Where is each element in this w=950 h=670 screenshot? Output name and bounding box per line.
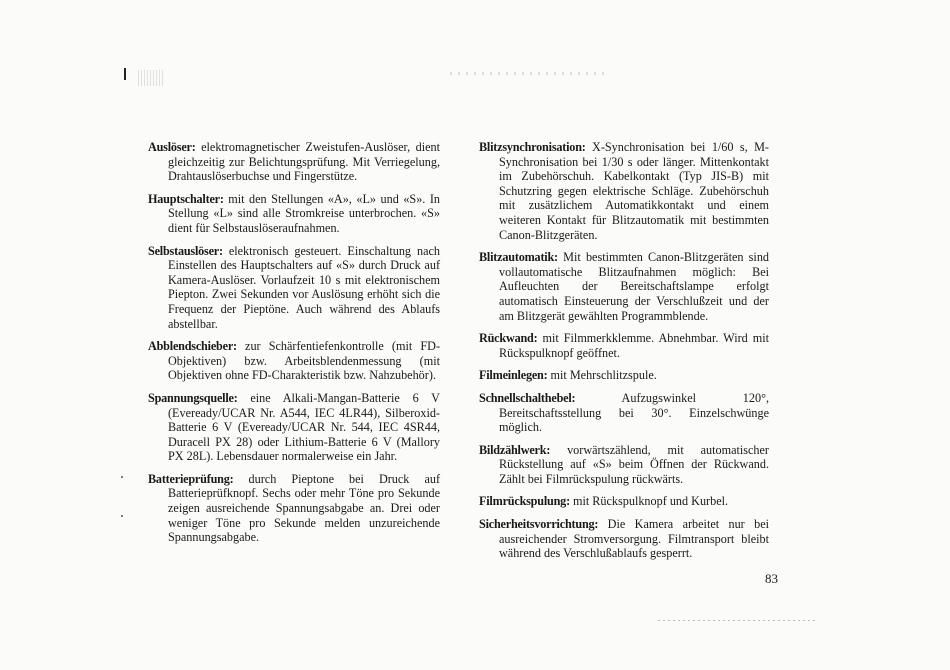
spec-description: mit den Stellungen «A», «L» und «S». In Stellung «L» sind alle Stromkreise unterbrochen. «S» dient für Selbstauslöseraufnahmen. [168,191,441,235]
spec-description: mit Rückspulknopf und Kurbel. [573,494,729,509]
spec-description: Aufzugswinkel 120°, Bereitschaftsstellung bei 30°. Einzelschwünge möglich. [499,390,770,435]
spec-description: Mit bestimmten Canon-Blitzgeräten sind vollautomatische Blitzaufnahmen möglich: Bei Aufleuchten der Bereitschaftslampe erfolgt automatisch Einsteuerung der Verschlußzeit und der am Blitzgerät gewählten Programmblende. [499,250,770,323]
spec-term: Schnellschalthebel: [479,390,576,405]
spec-term: Blitzautomatik: [479,250,558,265]
spec-description: elektronisch gesteuert. Einschaltung nach Einstellen des Hauptschalters auf «S» durch Druck auf Kamera-Auslöser. Vorlaufzeit 10 s mit elektronischem Piepton. Zwei Sekunden vor Auslösung erhöht sich die Frequenz der Pieptöne. Auch während des Ablaufs abstellbar. [168,243,440,331]
spec-description: mit Mehrschlitzspule. [550,368,657,383]
spec-term: Filmrückspulung: [479,494,570,509]
scan-artifact [121,476,123,478]
spec-description: mit Filmmerkklemme. Abnehmbar. Wird mit Rückspulknopf geöffnet. [499,331,769,360]
spec-entry [479,443,769,487]
scan-artifact [450,72,610,75]
spec-term: Sicherheitsvorrichtung: [479,517,599,532]
spec-term: Auslöser: [148,140,196,154]
spec-description: eine Alkali-Mangan-Batterie 6 V (Eveready/UCAR Nr. A544, IEC 4LR44), Silberoxid-Batterie 6 V (Eveready/UCAR Nr. 544, IEC 4SR44, Duracell PX 28) oder Lithium-Batterie 6 V (Mallory PX 28L). Lebensdauer normalerweise ein Jahr. [168,390,440,464]
spec-description: vorwärtszählend, mit automatischer Rückstellung auf «S» beim Öffnen der Rückwand. Zählt bei Filmrückspulung rückwärts. [499,442,769,486]
spec-description: X-Synchronisation bei 1/60 s, M-Synchronisation bei 1/30 s oder länger. Mittenkontakt im Zubehörschuh. Kabelkontakt (Typ JIS-B) mit Schutzring gegen elektrische Schläge. Zubehörschuh mit zusätzlichem Automatikkontakt und einem weiteren Kontakt für Blitzautomatik mit bestimmten Canon-Blitzgeräten. [499,140,769,242]
spec-column-left [148,140,440,553]
spec-term: Abblendschieber: [148,339,237,354]
spec-entry [148,244,440,332]
scan-artifact [124,68,126,80]
spec-entry [148,339,440,383]
spec-term: Batterieprüfung: [148,471,234,486]
spec-entry [479,368,769,383]
spec-entry [479,250,769,323]
spec-term: Hauptschalter: [148,191,224,206]
spec-description: durch Pieptone bei Druck auf Batterieprüfknopf. Sechs oder mehr Töne pro Sekunde zeigen ausreichende Spannungsabgabe an. Drei oder weniger Töne pro Sekunde melden unzureichende Spannungsabgabe. [168,471,441,545]
spec-term: Blitzsynchronisation: [479,140,586,154]
spec-entry [479,517,769,561]
spec-description: Die Kamera arbeitet nur bei ausreichender Stromversorgung. Filmtransport bleibt während des Verschlußablaufs gesperrt. [499,517,769,561]
spec-entry [148,391,440,464]
scan-artifact [658,620,818,621]
spec-entry [148,472,440,545]
scan-artifact [138,70,164,86]
spec-entry [148,192,440,236]
spec-description: elektromagnetischer Zweistufen-Auslöser, dient gleichzeitig zur Belichtungsprüfung. Mit Verriegelung, Drahtauslöserbuchse und Fingerstütze. [168,140,441,184]
spec-term: Spannungsquelle: [148,390,238,405]
spec-entry [479,140,769,242]
spec-term: Selbstauslöser: [148,243,223,258]
spec-term: Bildzählwerk: [479,442,551,457]
page-number: 83 [765,571,778,586]
spec-entry [479,331,769,360]
spec-term: Filmeinlegen: [479,368,548,383]
spec-entry [479,391,769,435]
spec-column-right [479,140,769,569]
spec-term: Rückwand: [479,331,538,346]
spec-entry [148,140,440,184]
scan-artifact [121,515,123,517]
spec-description: zur Schärfentiefenkontrolle (mit FD-Objektiven) bzw. Arbeitsblendenmessung (mit Objektiven ohne FD-Charakteristik bzw. Nahzubehör). [168,339,440,383]
spec-entry [479,494,769,509]
